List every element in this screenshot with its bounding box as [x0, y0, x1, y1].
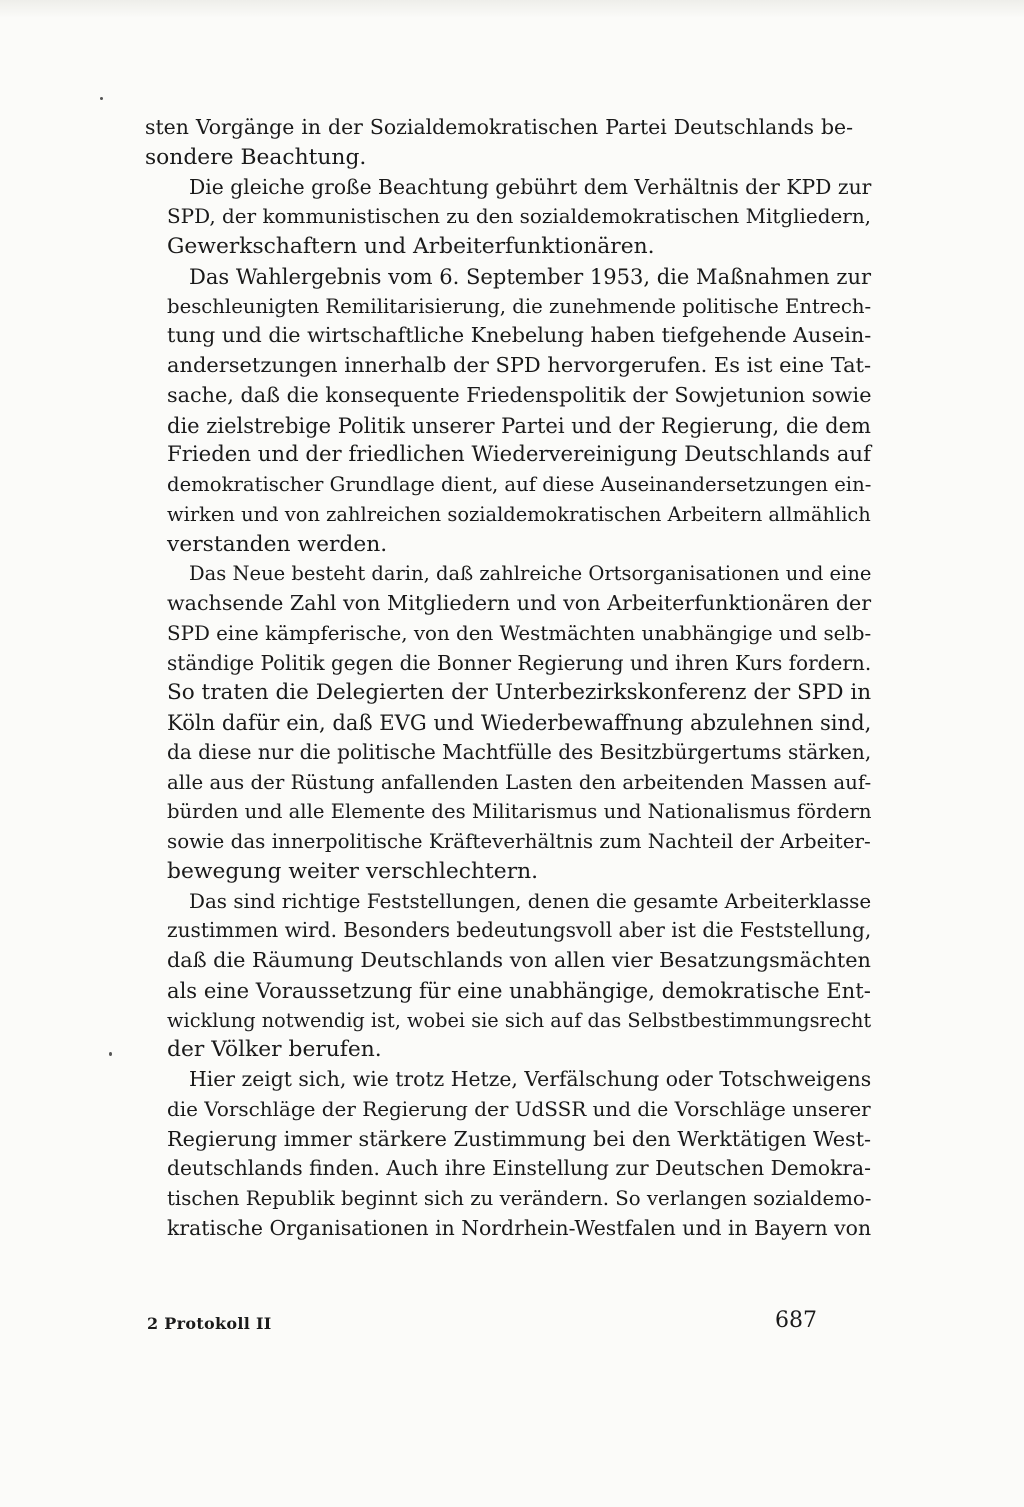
- text-line: Das Neue besteht darin, daß zahlreiche Ortsorganisationen und eine: [189, 562, 872, 586]
- text-line: die zielstrebige Politik unserer Partei und der Regierung, die dem: [167, 412, 871, 438]
- text-line: daß die Räumung Deutschlands von allen vier Besatzungsmächten: [167, 948, 871, 972]
- paragraph: [145, 559, 872, 886]
- text-line: als eine Voraussetzung für eine unabhängige, demokratische Ent-: [167, 977, 871, 1003]
- page-number: 687: [775, 1308, 817, 1333]
- text-line: bürden und alle Elemente des Militarismus und Nationalismus fördern: [167, 800, 872, 824]
- text-line: Frieden und der friedlichen Wiedervereinigung Deutschlands auf: [167, 442, 871, 468]
- text-line: alle aus der Rüstung anfallenden Lasten den arbeitenden Massen auf-: [167, 770, 872, 794]
- text-line: wicklung notwendig ist, wobei sie sich auf das Selbstbestimmungsrecht: [167, 1008, 872, 1032]
- scan-speck: [109, 1052, 112, 1056]
- text-line: Die gleiche große Beachtung gebührt dem Verhältnis der KPD zur: [189, 174, 872, 199]
- text-line: zustimmen wird. Besonders bedeutungsvoll aber ist die Feststellung,: [167, 918, 872, 943]
- scan-top-edge: [0, 0, 1024, 18]
- body-text: [145, 113, 872, 1244]
- text-line: wirken und von zahlreichen sozialdemokratischen Arbeitern allmählich: [167, 502, 871, 526]
- text-line: kratische Organisationen in Nordrhein-Westfalen und in Bayern von: [167, 1215, 872, 1240]
- text-line: Das Wahlergebnis vom 6. September 1953, die Maßnahmen zur: [189, 263, 872, 289]
- text-line: Das sind richtige Feststellungen, denen die gesamte Arbeiterklasse: [189, 889, 872, 913]
- text-line: tung und die wirtschaftliche Knebelung haben tiefgehende Ausein-: [167, 323, 872, 348]
- paragraph: [145, 262, 872, 560]
- text-line: sten Vorgänge in der Sozialdemokratischen Partei Deutschlands be-: [145, 115, 853, 139]
- text-line: deutschlands finden. Auch ihre Einstellung zur Deutschen Demokra-: [167, 1156, 871, 1181]
- text-line: beschleunigten Remilitarisierung, die zunehmende politische Entrech-: [167, 294, 872, 318]
- paragraph: [145, 887, 872, 1066]
- text-line: SPD eine kämpferische, von den Westmächten unabhängige und selb-: [167, 621, 872, 645]
- text-line: andersetzungen innerhalb der SPD hervorgerufen. Es ist eine Tat-: [167, 353, 872, 377]
- text-line: tischen Republik beginnt sich zu verändern. So verlangen sozialdemo-: [167, 1187, 872, 1210]
- text-line: sondere Beachtung.: [145, 144, 367, 170]
- text-line: verstanden werden.: [167, 531, 388, 557]
- text-line: sowie das innerpolitische Kräfteverhältnis zum Nachteil der Arbeiter-: [167, 830, 871, 853]
- text-line: Hier zeigt sich, wie trotz Hetze, Verfälschung oder Totschweigens: [189, 1067, 872, 1091]
- text-line: SPD, der kommunistischen zu den sozialdemokratischen Mitgliedern,: [167, 204, 872, 229]
- text-line: bewegung weiter verschlechtern.: [167, 858, 539, 884]
- text-line: So traten die Delegierten der Unterbezirkskonferenz der SPD in: [167, 680, 872, 706]
- text-line: die Vorschläge der Regierung der UdSSR und die Vorschläge unserer: [167, 1096, 871, 1121]
- text-line: Regierung immer stärkere Zustimmung bei den Werktätigen West-: [167, 1126, 872, 1151]
- text-line: da diese nur die politische Machtfülle des Besitzbürgertums stärken,: [167, 739, 872, 764]
- text-line: sache, daß die konsequente Friedenspolitik der Sowjetunion sowie: [167, 382, 872, 407]
- paragraph: [145, 1065, 872, 1244]
- signature-mark: 2 Protokoll II: [147, 1314, 272, 1333]
- text-line: ständige Politik gegen die Bonner Regierung und ihren Kurs fordern.: [167, 650, 872, 675]
- text-line: der Völker berufen.: [167, 1037, 382, 1063]
- text-line: Köln dafür ein, daß EVG und Wiederbewaffnung abzulehnen sind,: [167, 710, 872, 735]
- paragraph: [145, 113, 853, 173]
- text-line: wachsende Zahl von Mitgliedern und von Arbeiterfunktionären der: [167, 591, 872, 615]
- scan-speck: [100, 97, 103, 100]
- page-footer: [145, 1308, 853, 1338]
- text-line: Gewerkschaftern und Arbeiterfunktionären.: [167, 234, 655, 259]
- paragraph: [145, 173, 872, 262]
- text-line: demokratischer Grundlage dient, auf diese Auseinandersetzungen ein-: [167, 473, 872, 496]
